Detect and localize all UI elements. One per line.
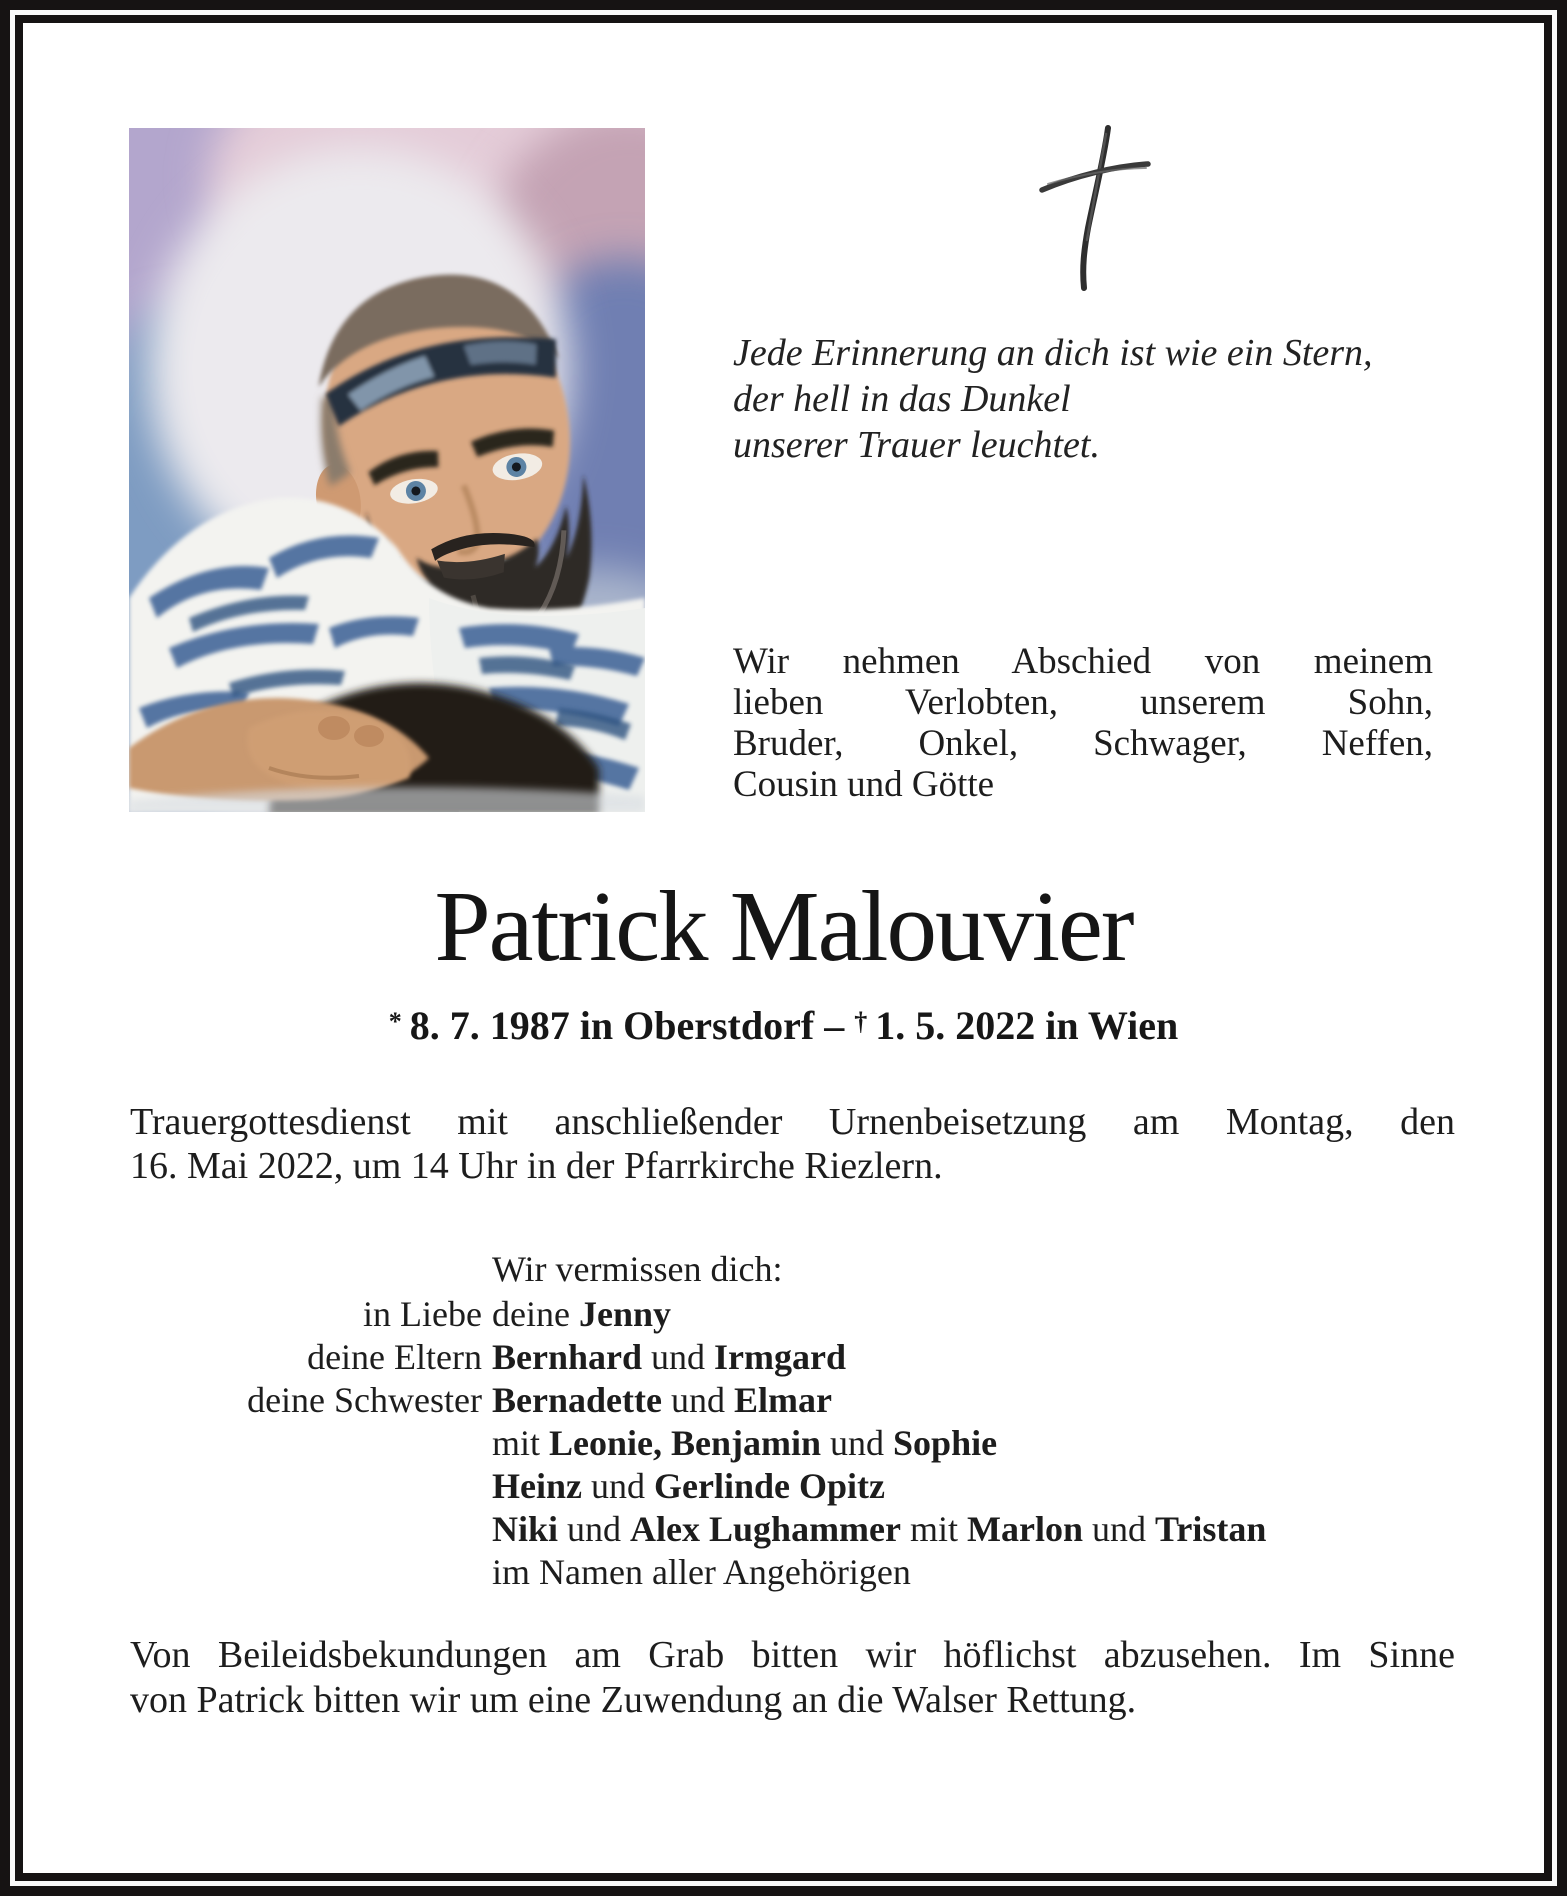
family-names <box>492 1379 1460 1422</box>
farewell-line: Bruder, Onkel, Schwager, Neffen, <box>733 723 1433 764</box>
family-row <box>130 1422 1460 1465</box>
family-connector-text: und <box>661 1380 734 1420</box>
service-line: 16. Mai 2022, um 14 Uhr in der Pfarrkirche Riezlern. <box>130 1145 943 1187</box>
family-member-name: Bernhard <box>492 1337 643 1377</box>
family-names <box>492 1508 1460 1551</box>
family-member-name: Alex Lughammer <box>630 1509 901 1549</box>
memorial-quote <box>733 330 1438 468</box>
service-announcement <box>130 1100 1455 1188</box>
family-names <box>492 1465 1460 1508</box>
condolence-note <box>130 1633 1455 1723</box>
quote-line: Jede Erinnerung an dich ist wie ein Stern, <box>733 332 1373 374</box>
family-connector-text: und <box>581 1466 654 1506</box>
farewell-line: Cousin und Götte <box>733 764 995 805</box>
family-member-name: Bernadette <box>492 1380 662 1420</box>
death-date: 1. 5. 2022 in Wien <box>875 1003 1179 1048</box>
farewell-line: Wir nehmen Abschied von meinem <box>733 641 1433 682</box>
family-names <box>492 1551 1460 1594</box>
family-row <box>130 1336 1460 1379</box>
missing-heading: Wir vermissen dich: <box>492 1249 783 1289</box>
family-role-label <box>130 1465 492 1508</box>
family-role-label <box>130 1508 492 1551</box>
family-names <box>492 1336 1460 1379</box>
portrait-photo <box>129 128 645 812</box>
birth-star-symbol: * <box>388 1007 402 1036</box>
family-section <box>130 1248 1460 1594</box>
quote-line: unserer Trauer leuchtet. <box>733 424 1100 466</box>
family-role-label: deine Eltern <box>307 1337 482 1377</box>
family-row <box>130 1508 1460 1551</box>
family-role-label: in Liebe <box>363 1294 482 1334</box>
life-dates <box>23 999 1544 1049</box>
dates-separator: – <box>824 1003 845 1048</box>
family-role-label: deine Schwester <box>247 1380 482 1420</box>
family-list <box>130 1293 1460 1594</box>
family-row <box>130 1551 1460 1594</box>
quote-line: der hell in das Dunkel <box>733 378 1071 420</box>
family-connector-text: im Namen aller Angehörigen <box>492 1552 911 1592</box>
family-row <box>130 1293 1460 1336</box>
family-member-name: Leonie, Benjamin <box>549 1423 822 1463</box>
death-cross-symbol: † <box>854 1007 868 1036</box>
condolence-line: Von Beileidsbekundungen am Grab bitten wir höflichst abzusehen. Im Sinne <box>130 1634 1455 1676</box>
service-line: Trauergottesdienst mit anschließender Urnenbeisetzung am Montag, den <box>130 1101 1455 1143</box>
farewell-paragraph <box>733 641 1433 805</box>
family-member-name: Gerlinde Opitz <box>653 1466 885 1506</box>
family-member-name: Jenny <box>578 1294 671 1334</box>
family-member-name: Elmar <box>733 1380 832 1420</box>
family-member-name: Niki <box>492 1509 559 1549</box>
family-member-name: Sophie <box>893 1423 998 1463</box>
portrait-photo-illustration <box>129 128 645 812</box>
farewell-line: lieben Verlobten, unserem Sohn, <box>733 682 1433 723</box>
family-connector-text: und <box>642 1337 715 1377</box>
birth-date: 8. 7. 1987 in Oberstdorf <box>409 1003 815 1048</box>
family-connector-text: mit <box>492 1423 550 1463</box>
family-member-name: Irmgard <box>714 1337 846 1377</box>
deceased-name: Patrick Malouvier <box>434 870 1133 982</box>
family-names <box>492 1293 1460 1336</box>
condolence-line: von Patrick bitten wir um eine Zuwendung an die Walser Rettung. <box>130 1679 1137 1721</box>
family-connector-text: mit <box>901 1509 968 1549</box>
family-member-name: Marlon <box>967 1509 1083 1549</box>
family-role-label <box>130 1422 492 1465</box>
family-member-name: Tristan <box>1155 1509 1267 1549</box>
family-row <box>130 1379 1460 1422</box>
family-member-name: Heinz <box>492 1466 582 1506</box>
memorial-cross-icon <box>1030 118 1160 298</box>
family-names <box>492 1422 1460 1465</box>
family-connector-text: und <box>558 1509 631 1549</box>
family-connector-text: und <box>1083 1509 1155 1549</box>
family-connector-text: und <box>821 1423 894 1463</box>
family-connector-text: deine <box>492 1294 579 1334</box>
family-row <box>130 1465 1460 1508</box>
family-role-label <box>130 1551 492 1594</box>
